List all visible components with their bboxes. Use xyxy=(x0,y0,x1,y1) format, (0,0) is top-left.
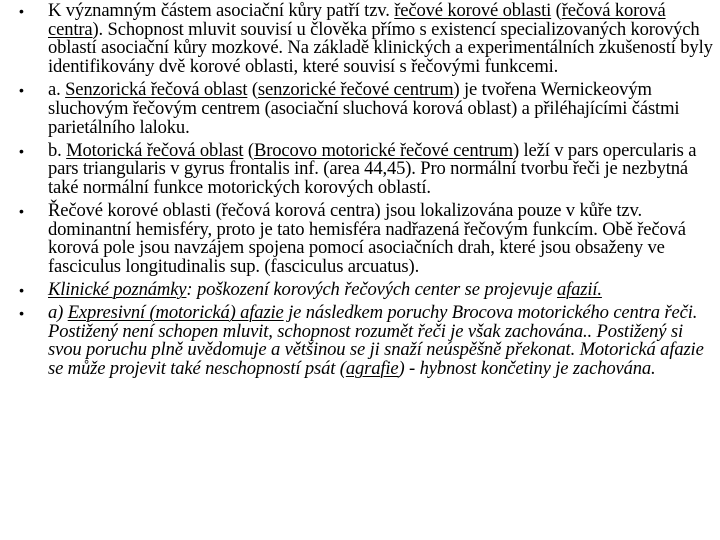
bullet-marker: • xyxy=(19,82,24,99)
bullet-marker: • xyxy=(19,142,24,159)
underlined-term: agrafie xyxy=(345,358,399,380)
bullet-item xyxy=(0,139,716,198)
underlined-term: Senzorická řečová oblast xyxy=(65,79,248,101)
text-segment: a) xyxy=(48,302,68,324)
bullet-marker: • xyxy=(19,282,24,299)
underlined-term: senzorické řečové centrum xyxy=(257,79,454,101)
underlined-term: řečová korová centra xyxy=(48,0,666,40)
underlined-term: Expresivní (motorická) afazie xyxy=(67,302,284,324)
text-segment: ). Schopnost mluvit souvisí u člověka přímo s existencí specializovaných korových oblastí asociační kůry mozkové. Na základě klinických a experimentálních zkušeností byly identifikovány dvě korové oblasti, které souvisí s řečovými funkcemi. xyxy=(48,18,713,78)
text-segment: je následkem poruchy Brocova motorického centra řeči. Postižený není schopen mluvit, schopnost rozumět řeči je však zachována.. Postižený si svou poruchu plně uvědomuje a většinou se ji snaží neúspěšně překonat. Motorická afazie se může projevit také neschopností psát ( xyxy=(48,302,704,380)
underlined-term: Brocovo motorické řečové centrum xyxy=(253,139,513,161)
bullet-item xyxy=(0,2,716,77)
underlined-term: afazií. xyxy=(557,279,602,301)
bullet-marker: • xyxy=(19,202,24,219)
underlined-term: řečové korové oblasti xyxy=(394,0,552,21)
text-segment: b. xyxy=(48,139,67,161)
bullet-list xyxy=(0,2,716,383)
text-segment: Řečové korové oblasti (řečová korová centra) jsou lokalizována pouze v kůře tzv. dominantní hemisféry, proto je tato hemisféra nadřazená řečovým funkcím. Obě řečová korová pole jsou navzájem spojena pomocí asociačních drah, které jsou obsaženy ve fasciculus longitudinalis sup. (fasciculus arcuatus). xyxy=(48,199,686,278)
bullet-item xyxy=(0,81,716,137)
text-segment: a. xyxy=(48,79,66,101)
text-segment: : poškození korových řečových center se projevuje xyxy=(186,279,557,301)
text-segment: ( xyxy=(247,79,258,101)
text-segment: K významným částem asociační kůry patří tzv. xyxy=(48,0,395,21)
bullet-marker: • xyxy=(19,305,24,322)
text-segment: ) je tvořena Wernickeovým sluchovým řečovým centrem (asociační sluchová korová oblast) a přiléhajícími částmi parietálního laloku. xyxy=(48,79,680,138)
bullet-item xyxy=(0,304,716,379)
bullet-marker: • xyxy=(19,3,24,19)
underlined-term: Motorická řečová oblast xyxy=(66,139,244,161)
bullet-item xyxy=(0,281,716,300)
text-segment: ( xyxy=(551,0,562,21)
bullet-item xyxy=(0,199,716,278)
text-segment: ) leží v pars opercularis a pars triangularis v gyrus frontalis inf. (area 44,45). Pro normální tvorbu řeči je nezbytná také normální funkce motorických korových oblastí. xyxy=(48,139,697,198)
text-segment: ( xyxy=(243,139,254,161)
text-segment: ) - hybnost končetiny je zachována. xyxy=(398,358,656,380)
underlined-term: Klinické poznámky xyxy=(48,279,187,301)
